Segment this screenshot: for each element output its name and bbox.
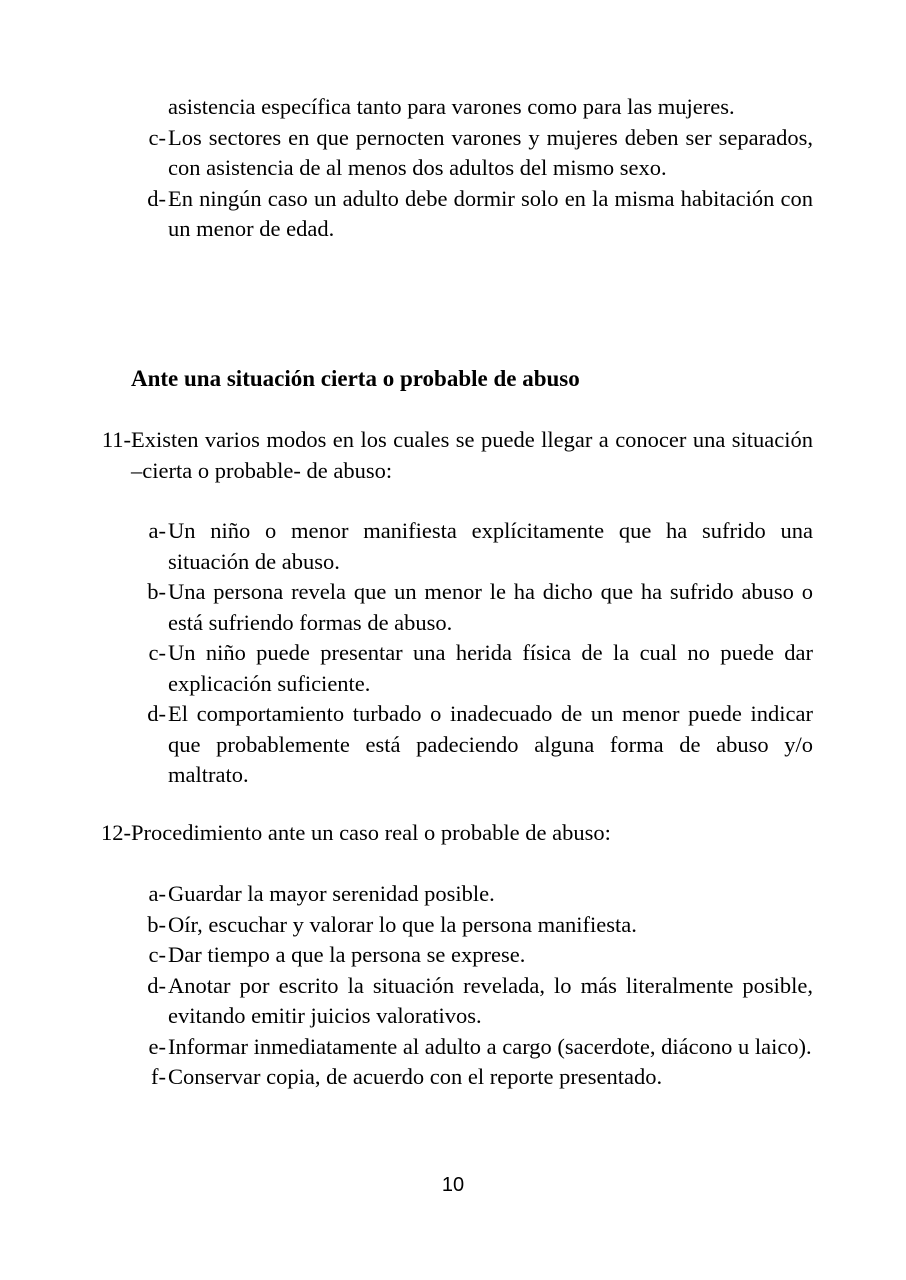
page-number: 10 [441, 1174, 465, 1196]
list-item [0, 940, 906, 971]
list-item-text: Informar inmediatamente al adulto a cargo (sacerdote, diácono u laico). [168, 1033, 812, 1059]
list-item [0, 577, 906, 638]
list-item [0, 184, 906, 245]
list-item [0, 123, 906, 184]
list-item [0, 638, 906, 699]
list-item-label: e- [148, 1033, 166, 1059]
list-item-label: c- [148, 640, 166, 665]
list-item-text: Oír, escuchar y valorar lo que la persona manifiesta. [168, 911, 637, 937]
list-item-label: c- [148, 124, 166, 150]
list-item-label: d- [147, 701, 166, 726]
top-list [0, 92, 906, 245]
list-item-text: Un niño puede presentar una herida física de la cual no puede dar explicación suficiente. [168, 640, 813, 696]
numbered-paragraph [0, 425, 906, 486]
list-item-text: El comportamiento turbado o inadecuado de un menor puede indicar que probablemente está padeciendo alguna forma de abuso y/o maltrato. [168, 701, 813, 787]
paragraph-text: Procedimiento ante un caso real o probable de abuso: [131, 820, 611, 845]
list-item-label: d- [147, 185, 166, 211]
list-item [0, 1062, 906, 1093]
list-item-text: Dar tiempo a que la persona se exprese. [168, 942, 526, 967]
list-item-label: a- [148, 881, 166, 906]
list-item-text: Guardar la mayor serenidad posible. [168, 881, 495, 906]
list-item-continuation [0, 92, 906, 123]
list-item-text: asistencia específica tanto para varones como para las mujeres. [168, 94, 735, 119]
list-item-label: b- [147, 579, 166, 604]
list-item-text: Una persona revela que un menor le ha dicho que ha sufrido abuso o está sufriendo formas de abuso. [168, 579, 813, 635]
list-item [0, 516, 906, 577]
list-item [0, 1032, 906, 1063]
paragraph-number: 12- [101, 820, 131, 845]
point-12 [0, 818, 906, 849]
list-item-label: f- [151, 1064, 166, 1089]
list-item-label: b- [147, 911, 166, 937]
paragraph-number: 11- [101, 427, 131, 452]
list-item [0, 971, 906, 1032]
point-11 [0, 425, 906, 486]
list-item-text: Los sectores en que pernocten varones y mujeres deben ser separados, con asistencia de al menos dos adultos del mismo sexo. [168, 124, 813, 180]
list-item-label: a- [148, 518, 166, 543]
point-11-list [0, 516, 906, 791]
point-12-list [0, 879, 906, 1093]
numbered-paragraph [0, 818, 906, 849]
list-item-text: Anotar por escrito la situación revelada, lo más literalmente posible, evitando emitir juicios valorativos. [168, 972, 813, 1028]
list-item [0, 910, 906, 941]
paragraph-text: Existen varios modos en los cuales se puede llegar a conocer una situación –cierta o probable- de abuso: [131, 427, 813, 483]
list-item-text: En ningún caso un adulto debe dormir solo en la misma habitación con un menor de edad. [168, 185, 813, 241]
list-item-text: Un niño o menor manifiesta explícitamente que ha sufrido una situación de abuso. [168, 518, 813, 574]
section-heading: Ante una situación cierta o probable de abuso [131, 366, 580, 391]
list-item-label: d- [147, 972, 166, 998]
list-item-text: Conservar copia, de acuerdo con el reporte presentado. [168, 1064, 663, 1089]
list-item-label: c- [148, 942, 166, 967]
list-item [0, 879, 906, 910]
list-item [0, 699, 906, 791]
